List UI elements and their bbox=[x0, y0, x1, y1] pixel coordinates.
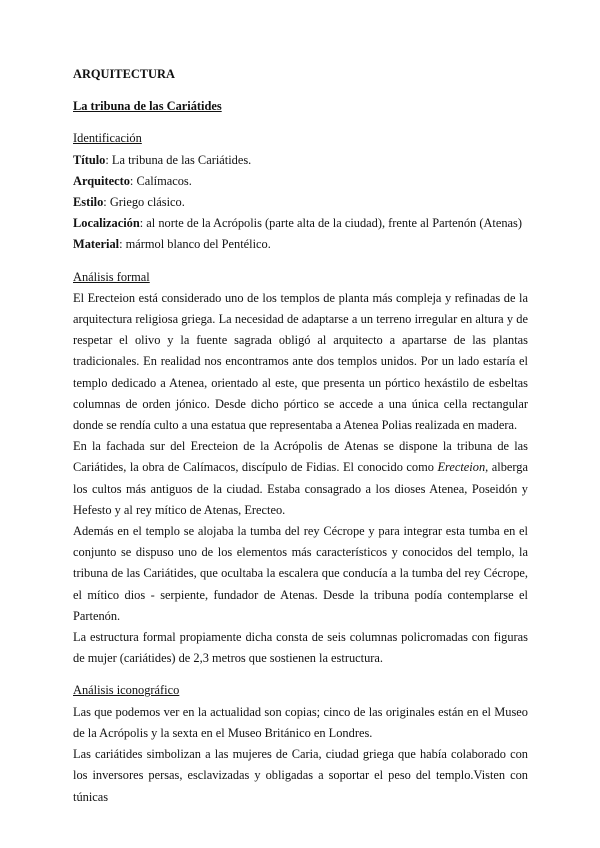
formal-paragraph-1: El Erecteion está considerado uno de los templos de planta más compleja y refinadas de la arquitectura religiosa griega. La necesidad de adaptarse a un terreno irregular en altura y de respetar el olivo y la fuente sagrada obligó al arquitecto a apartarse de las plantas tradicionales. En realidad nos encontramos ante dos templos unidos. Por un lado estaría el templo dedicado a Atenea, orientado al este, que presenta un pórtico hexástilo de esbeltas columnas de orden jónico. Desde dicho pórtico se accede a una única cella rectangular donde se rendía culto a una estatua que representaba a Atenea Polias realizada en madera. bbox=[73, 290, 528, 433]
paragraph-text: En la fachada sur del Erecteion de la Acrópolis de Atenas se dispone la tribuna de las Cariátides, la obra de Calímacos, discípulo de Fidias. El conocido como bbox=[73, 439, 528, 475]
formal-paragraph-3: Además en el templo se alojaba la tumba del rey Cécrope y para integrar esta tumba en el conjunto se dispuso uno de los elementos más característicos y conocidos del templo, la tribuna de las Cariátides, que ocultaba la escalera que conducía a la tumba del rey Cécrope, el mítico dios - serpiente, fundador de Atenas. Desde la tribuna podía contemplarse el Partenón. bbox=[73, 524, 528, 623]
field-value: : La tribuna de las Cariátides. bbox=[105, 152, 252, 167]
field-value: : mármol blanco del Pentélico. bbox=[119, 237, 271, 252]
iconographic-paragraph-2: Las cariátides simbolizan a las mujeres de Caria, ciudad griega que había colaborado con los inversores persas, esclavizadas y obligadas a soportar el peso del templo.Visten con túnicas bbox=[73, 747, 528, 804]
document-heading: ARQUITECTURA bbox=[73, 67, 175, 81]
section-gap bbox=[73, 669, 528, 680]
field-style bbox=[73, 192, 528, 213]
field-value: : Calímacos. bbox=[129, 173, 192, 188]
formal-paragraph-2 bbox=[73, 436, 528, 521]
field-label: Título bbox=[73, 152, 106, 167]
document-subtitle: La tribuna de las Cariátides bbox=[73, 99, 222, 114]
paragraph-text: , alberga los cultos más antiguos de la ciudad. Estaba consagrado a los dioses Atenea, Poseidón y Hefesto y al rey mítico de Atenas, Erecteo. bbox=[73, 460, 528, 517]
field-label: Localización bbox=[73, 216, 140, 231]
field-material bbox=[73, 234, 528, 255]
paragraph-emphasis: Erecteion bbox=[437, 460, 486, 475]
field-value: : al norte de la Acrópolis (parte alta de la ciudad), frente al Partenón (Atenas) bbox=[139, 216, 522, 231]
field-architect bbox=[73, 171, 528, 192]
field-value: : Griego clásico. bbox=[103, 195, 185, 210]
formal-analysis-title: Análisis formal bbox=[73, 269, 150, 284]
iconographic-paragraph-1: Las que podemos ver en la actualidad son copias; cinco de las originales están en el Museo de la Acrópolis y la sexta en el Museo Británico en Londres. bbox=[73, 704, 528, 740]
field-location bbox=[73, 213, 528, 234]
field-title bbox=[73, 150, 528, 171]
identification-title: Identificación bbox=[73, 131, 142, 146]
field-label: Estilo bbox=[73, 195, 104, 210]
field-label: Arquitecto bbox=[73, 173, 130, 188]
formal-paragraph-4: La estructura formal propiamente dicha consta de seis columnas policromadas con figuras de mujer (cariátides) de 2,3 metros que sostienen la estructura. bbox=[73, 630, 528, 666]
iconographic-analysis-title: Análisis iconográfico bbox=[73, 683, 180, 698]
field-label: Material bbox=[73, 237, 120, 252]
